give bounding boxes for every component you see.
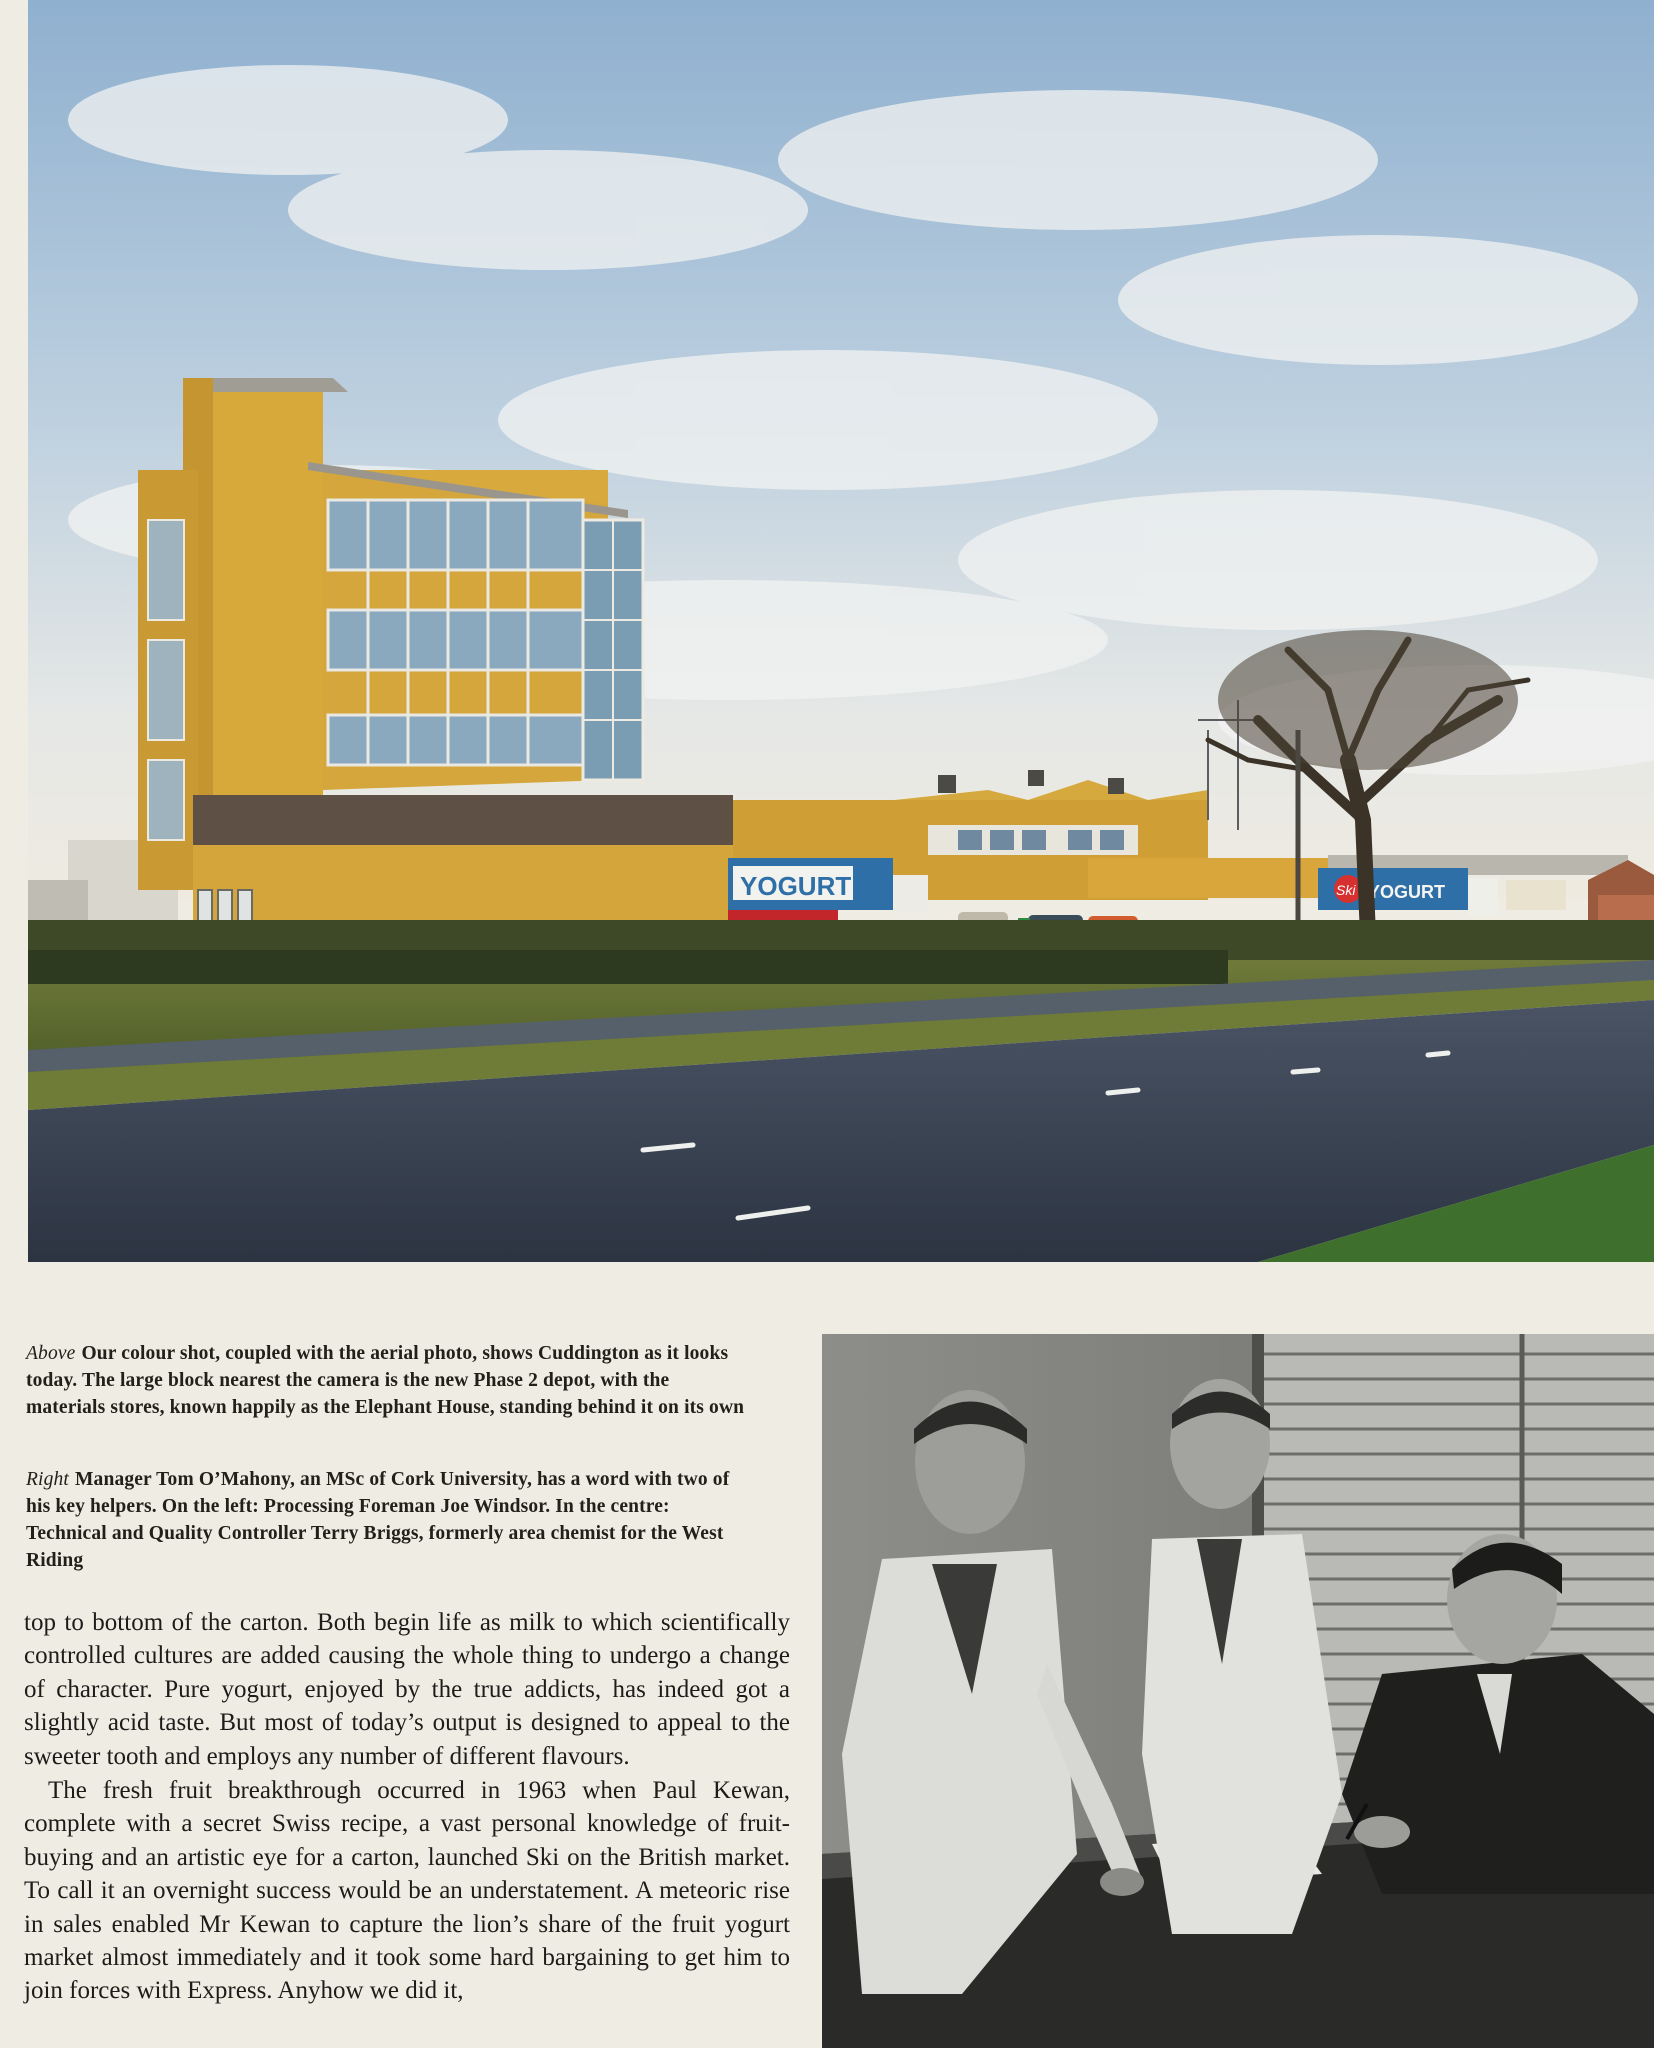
caption-above bbox=[26, 1340, 746, 1421]
lorry-right-logo: Ski bbox=[1336, 882, 1356, 898]
caption-text-above: Our colour shot, coupled with the aerial photo, shows Cuddington as it looks today. The large block nearest the camera is the new Phase 2 depot, with the materials stores, known happily as the Elephant House, standing behind it on its own bbox=[26, 1343, 745, 1418]
caption-lead-above: Above bbox=[26, 1343, 76, 1364]
colour-photo-cuddington-depot bbox=[28, 0, 1654, 1262]
bw-photo-manager-and-helpers bbox=[822, 1334, 1654, 2048]
lorry-right-lettering: YOGURT bbox=[1368, 882, 1446, 902]
article-body bbox=[24, 1606, 790, 2008]
body-paragraph: top to bottom of the carton. Both begin life as milk to which scientifically controlled cultures are added causing the whole thing to undergo a change of character. Pure yogurt, enjoyed by the true addicts, has indeed got a slightly acid taste. But most of today’s output is designed to appeal to the sweeter tooth and employs any number of different flavours. bbox=[24, 1609, 790, 1770]
lorry-left-lettering: YOGURT bbox=[740, 871, 852, 901]
caption-lead-right: Right bbox=[26, 1469, 69, 1490]
caption-right bbox=[26, 1466, 746, 1574]
caption-text-right: Manager Tom O’Mahony, an MSc of Cork University, has a word with two of his key helpers. On the left: Processing Foreman Joe Windsor. In the centre: Technical and Quality Controller Terry Briggs, formerly area chemist for the West Riding bbox=[26, 1469, 730, 1571]
body-paragraph: The fresh fruit breakthrough occurred in 1963 when Paul Kewan, complete with a secret Swiss recipe, a vast personal knowledge of fruit-buying and an artistic eye for a carton, launched Ski on the British market. To call it an overnight success would be an understatement. A meteoric rise in sales enabled Mr Kewan to capture the lion’s share of the fruit yogurt market almost immediately and it took some hard bargaining to get him to join forces with Express. Anyhow we did it, bbox=[24, 1777, 790, 2005]
